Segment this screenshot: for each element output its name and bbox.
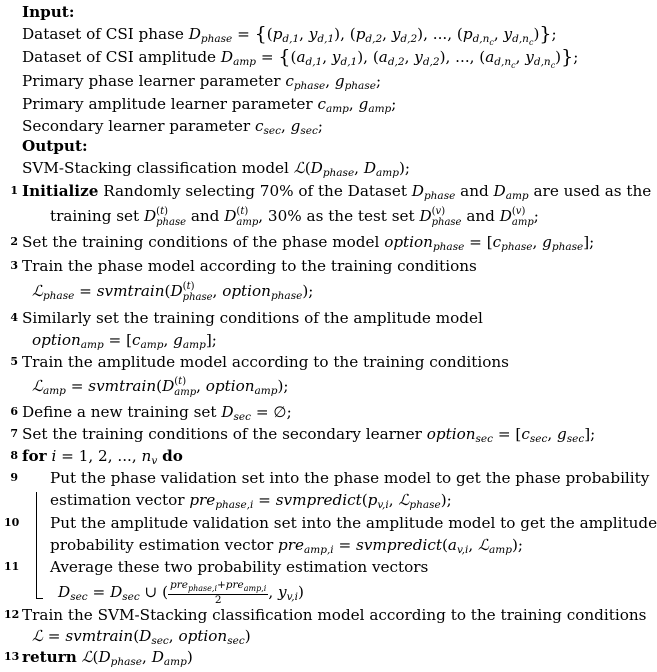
step-number: 7 — [10, 427, 18, 440]
step-1-line-2: training set D (t) phase and D (t) amp , 30% as the test set D (v) phase and D (v) amp ; — [50, 206, 539, 228]
input-phase-learner-label: Primary phase learner parameter — [22, 72, 281, 90]
step-13: return $ℒ(D_{phase}$, $D_{amp}$) — [22, 648, 193, 668]
step-8: for i = 1, 2, ..., $n_v$ do — [22, 447, 183, 467]
step-9-line-2: estimation vector $pre_{phase,i} = svmpredict(p_{v,i}$, ℒ$_{phase}$); — [50, 491, 452, 511]
output-label: Output: — [22, 137, 88, 155]
step-number: 2 — [10, 235, 18, 248]
step-3-formula: ℒ$_{phase}$ = svmtrain(D (t) phase , option$_{phase}$); — [32, 281, 314, 303]
step-number: 13 — [4, 650, 20, 663]
input-csi-amplitude: Dataset of CSI amplitude $D_{amp} = \{(a_{d,1}$, $y_{d,1}$), ($a_{d,2}$, $y_{d,2}$), ..., ($a_{d,n_c}$, $y_{d,n_c}$)}; — [22, 46, 579, 71]
step-10-line-2: probability estimation vector $pre_{amp,i} = svmpredict(a_{v,i}$, ℒ$_{amp}$); — [50, 536, 523, 556]
output-model: SVM-Stacking classification model $ℒ(D_{phase}$, $D_{amp}$); — [22, 159, 411, 179]
step-5-formula: ℒ$_{amp}$ = svmtrain(D (t) amp , option$_{amp}$); — [32, 376, 289, 398]
do-keyword: do — [162, 447, 183, 465]
step-number: 6 — [10, 405, 18, 418]
step-6: Define a new training set $D_{sec}$ = ∅; — [22, 403, 292, 423]
input-amp-learner: Primary amplitude learner parameter $c_{amp}$, $g_{amp}$; — [22, 95, 397, 115]
step-11-formula: $D_{sec} = D_{sec}$ ∪ ( $\frac{pre_{phase,i}+pre_{amp,i}}{2}$ , $y_{v,i}$) — [58, 579, 304, 607]
step-4-formula: option$_{amp}$ = [$c_{amp}$, $g_{amp}$]; — [32, 331, 217, 351]
step-1-line-1: Initialize Randomly selecting 70% of the Dataset $D_{phase}$ and $D_{amp}$ are used as the — [22, 182, 652, 202]
step-5: Train the amplitude model according to the training conditions — [22, 353, 509, 371]
input-csi-phase: Dataset of CSI phase $D_{phase} = \{(p_{d,1}$, $y_{d,1}$), ($p_{d,2}$, $y_{d,2}$), ..., ($p_{d,n_c}$, $y_{d,n_c}$)}; — [22, 23, 557, 48]
step-10-line-1: Put the amplitude validation set into the amplitude model to get the amplitude — [50, 514, 657, 532]
step-2: Set the training conditions of the phase model option$_{phase}$ = [$c_{phase}$, $g_{phase}$]; — [22, 233, 595, 253]
input-secondary-learner-label: Secondary learner parameter — [22, 117, 251, 135]
step-number: 10 — [4, 516, 20, 529]
step-12: Train the SVM-Stacking classification model according to the training conditions — [22, 606, 647, 624]
return-keyword: return — [22, 648, 77, 666]
step-number: 4 — [10, 311, 18, 324]
input-amp-learner-label: Primary amplitude learner parameter — [22, 95, 313, 113]
output-model-label: SVM-Stacking classification model — [22, 159, 289, 177]
step-3: Train the phase model according to the training conditions — [22, 257, 477, 275]
step-12-formula: ℒ = $svmtrain(D_{sec}$, option$_{sec}$) — [32, 627, 251, 647]
step-9-line-1: Put the phase validation set into the phase model to get the phase probability — [50, 469, 650, 487]
step-11: Average these two probability estimation vectors — [50, 558, 429, 576]
step-4: Similarly set the training conditions of the amplitude model — [22, 309, 483, 327]
input-csi-phase-label: Dataset of CSI phase — [22, 25, 184, 43]
input-phase-learner: Primary phase learner parameter $c_{phase}$, $g_{phase}$; — [22, 72, 382, 92]
step-number: 1 — [10, 184, 18, 197]
for-keyword: for — [22, 447, 47, 465]
step-number: 3 — [10, 259, 18, 272]
initialize-keyword: Initialize — [22, 182, 99, 200]
input-label: Input: — [22, 3, 75, 21]
input-secondary-learner: Secondary learner parameter $c_{sec}$, $g_{sec}$; — [22, 117, 323, 137]
step-number: 11 — [4, 560, 20, 573]
step-number: 5 — [10, 355, 18, 368]
loop-bracket — [36, 492, 43, 599]
step-number: 9 — [10, 471, 18, 484]
step-number: 12 — [4, 608, 20, 621]
input-csi-amplitude-label: Dataset of CSI amplitude — [22, 48, 217, 66]
step-number: 8 — [10, 449, 18, 462]
step-7: Set the training conditions of the secondary learner option$_{sec}$ = [$c_{sec}$, $g_{sec}$]; — [22, 425, 596, 445]
